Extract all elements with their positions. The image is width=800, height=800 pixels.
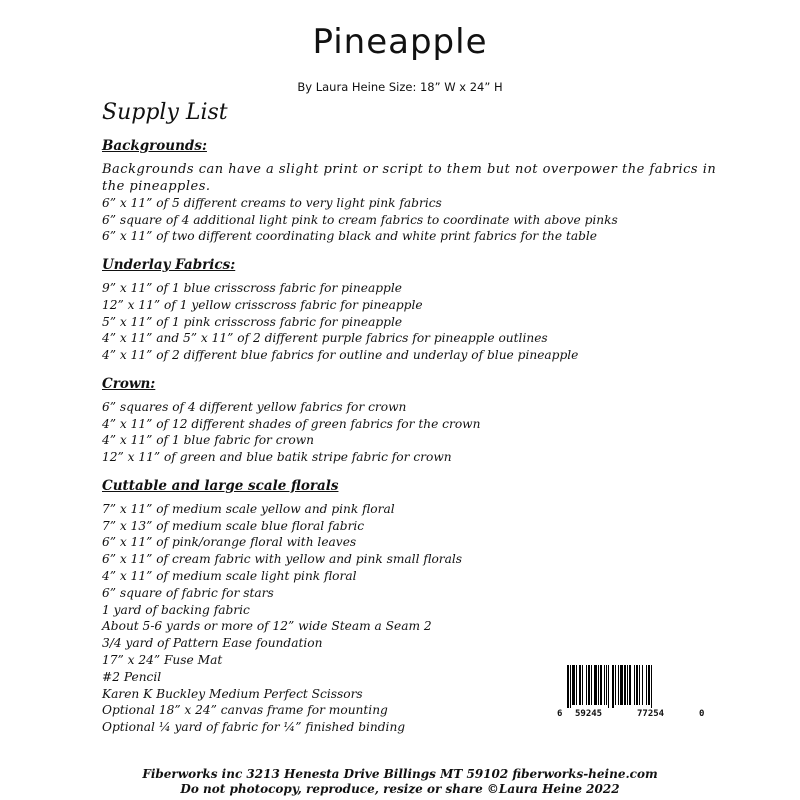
list-item: 7” x 13” of medium scale blue floral fabric — [102, 518, 365, 533]
barcode-bars — [565, 665, 695, 708]
upc-barcode — [557, 665, 705, 720]
list-item: 17” x 24” Fuse Mat — [102, 652, 223, 667]
list-item: 7” x 11” of medium scale yellow and pink floral — [102, 501, 395, 516]
list-item: 6” x 11” of 5 different creams to very light pink fabrics — [102, 195, 442, 210]
list-item: 6” square of fabric for stars — [102, 585, 274, 600]
list-item: #2 Pencil — [102, 669, 162, 684]
list-item: 5” x 11” of 1 pink crisscross fabric for pineapple — [102, 314, 403, 329]
section-crown — [102, 376, 742, 466]
footer-address: Fiberworks inc 3213 Henesta Drive Billings MT 59102 fiberworks-heine.com — [142, 767, 658, 781]
list-item: 6” squares of 4 different yellow fabrics for crown — [102, 399, 407, 414]
list-item: 4” x 11” and 5” x 11” of 2 different purple fabrics for pineapple outlines — [102, 331, 548, 346]
list-item: 6” square of 4 additional light pink to cream fabrics to coordinate with above pinks — [102, 212, 618, 227]
section-intro: Backgrounds can have a slight print or script to them but not overpower the fabrics in the pineapples. — [102, 161, 717, 194]
section-backgrounds — [102, 138, 742, 245]
list-item: Optional 18” x 24” canvas frame for mounting — [102, 703, 388, 718]
section-underlay-fabrics — [102, 257, 742, 364]
footer — [0, 767, 800, 797]
list-item: 12” x 11” of 1 yellow crisscross fabric for pineapple — [102, 297, 423, 312]
list-item: About 5-6 yards or more of 12” wide Steam a Seam 2 — [102, 619, 432, 634]
list-item: 12” x 11” of green and blue batik stripe fabric for crown — [102, 450, 452, 465]
footer-copyright: Do not photocopy, reproduce, resize or share ©Laura Heine 2022 — [180, 782, 620, 796]
supply-list-heading: Supply List — [102, 100, 228, 125]
list-item: Karen K Buckley Medium Perfect Scissors — [102, 686, 363, 701]
section-heading: Crown: — [102, 375, 156, 392]
section-heading: Underlay Fabrics: — [102, 257, 236, 274]
list-item: 3/4 yard of Pattern Ease foundation — [102, 636, 323, 651]
section-heading: Cuttable and large scale florals — [102, 477, 339, 494]
barcode-right-group: 77254 — [637, 709, 665, 719]
list-item: 6” x 11” of cream fabric with yellow and pink small florals — [102, 552, 463, 567]
page-title: Pineapple — [312, 22, 488, 62]
list-item: 6” x 11” of pink/orange floral with leaves — [102, 535, 357, 550]
list-item: 4” x 11” of 2 different blue fabrics for outline and underlay of blue pineapple — [102, 348, 579, 363]
supply-list — [102, 138, 742, 748]
section-heading: Backgrounds: — [102, 138, 207, 154]
barcode-last-digit: 0 — [699, 709, 705, 719]
list-item: Optional ¼ yard of fabric for ¼” finished binding — [102, 720, 406, 735]
barcode-first-digit: 6 — [557, 709, 563, 719]
barcode-left-group: 59245 — [575, 709, 603, 719]
list-item: 4” x 11” of 12 different shades of green fabrics for the crown — [102, 416, 481, 431]
list-item: 4” x 11” of 1 blue fabric for crown — [102, 433, 315, 448]
list-item: 4” x 11” of medium scale light pink floral — [102, 568, 357, 583]
byline: By Laura Heine Size: 18” W x 24” H — [297, 80, 503, 94]
list-item: 1 yard of backing fabric — [102, 602, 250, 617]
list-item: 6” x 11” of two different coordinating black and white print fabrics for the table — [102, 229, 598, 244]
list-item: 9” x 11” of 1 blue crisscross fabric for pineapple — [102, 280, 402, 295]
